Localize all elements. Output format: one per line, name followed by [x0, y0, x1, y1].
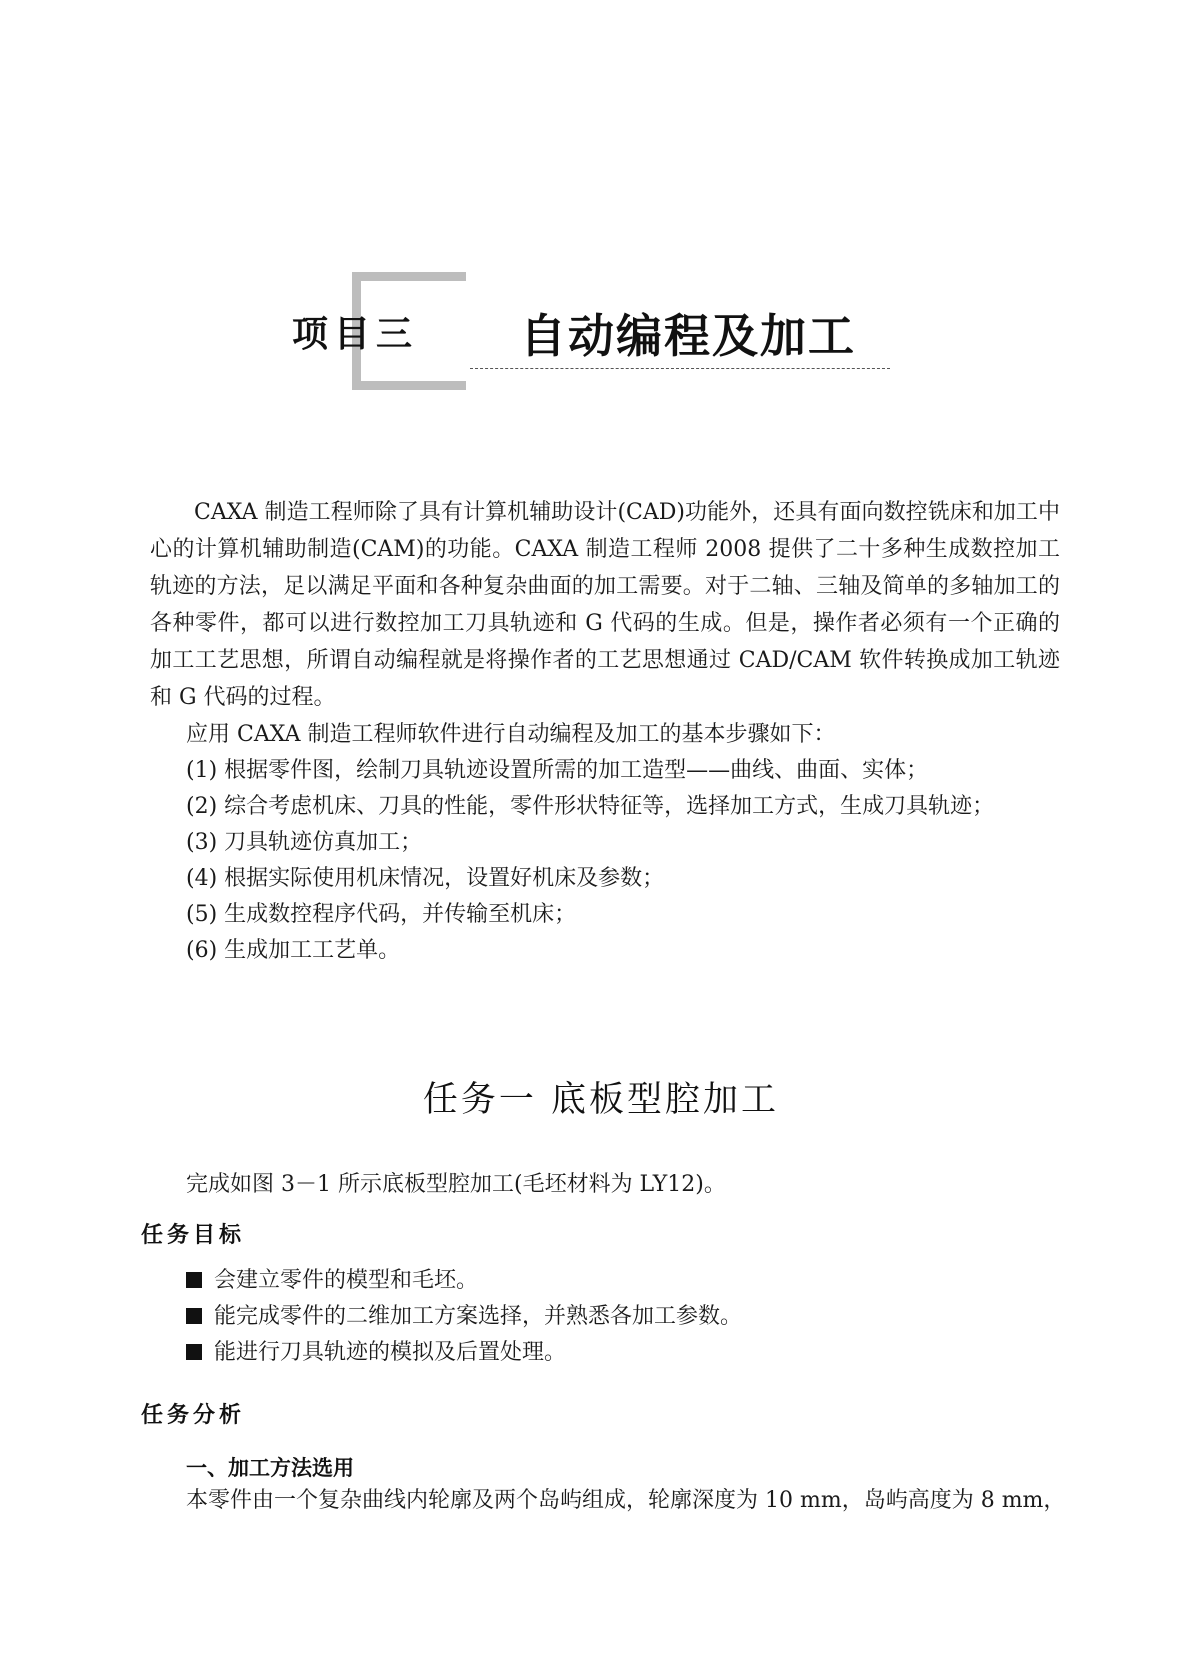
- bullet-square-icon: [186, 1344, 202, 1360]
- chapter-label: 项目三: [292, 314, 419, 355]
- step-1: (1) 根据零件图，绘制刀具轨迹设置所需的加工造型——曲线、曲面、实体；: [186, 758, 929, 783]
- steps-intro: 应用 CAXA 制造工程师软件进行自动编程及加工的基本步骤如下：: [186, 722, 836, 747]
- analysis-subheading: 一、加工方法选用: [186, 1456, 354, 1480]
- goal-item: [186, 1300, 742, 1334]
- step-5: (5) 生成数控程序代码，并传输至机床；: [186, 902, 577, 927]
- step-3: (3) 刀具轨迹仿真加工；: [186, 830, 423, 855]
- goal-item: [186, 1336, 566, 1370]
- bullet-square-icon: [186, 1308, 202, 1324]
- analysis-heading: 任务分析: [141, 1403, 246, 1428]
- task-description: 完成如图 3－1 所示底板型腔加工(毛坯材料为 LY12)。: [186, 1172, 726, 1197]
- goals-heading: 任务目标: [141, 1223, 246, 1248]
- step-4: (4) 根据实际使用机床情况，设置好机床及参数；: [186, 866, 665, 891]
- bullet-square-icon: [186, 1272, 202, 1288]
- chapter-title-dotted-rule: [470, 368, 890, 369]
- intro-paragraph: CAXA 制造工程师除了具有计算机辅助设计(CAD)功能外，还具有面向数控铣床和加工中心的计算机辅助制造(CAM)的功能。CAXA 制造工程师 2008 提供了二十多种生成数控加工轨迹的方法，足以满足平面和各种复杂曲面的加工需要。对于二轴、三轴及简单的多轴加工的各种零件，都可以进行数控加工刀具轨迹和 G 代码的生成。但是，操作者必须有一个正确的加工工艺思想，所谓自动编程就是将操作者的工艺思想通过 CAD/CAM 软件转换成加工轨迹和 G 代码的过程。: [150, 500, 1060, 710]
- goal-item: [186, 1264, 478, 1298]
- step-6: (6) 生成加工工艺单。: [186, 938, 401, 963]
- step-2: (2) 综合考虑机床、刀具的性能，零件形状特征等，选择加工方式，生成刀具轨迹；: [186, 794, 995, 819]
- goal-text: 能进行刀具轨迹的模拟及后置处理。: [214, 1340, 567, 1365]
- analysis-text: 本零件由一个复杂曲线内轮廓及两个岛屿组成，轮廓深度为 10 mm，岛屿高度为 8 mm，: [186, 1488, 1066, 1513]
- task-title: 任务一 底板型腔加工: [422, 1080, 780, 1120]
- goal-text: 能完成零件的二维加工方案选择，并熟悉各加工参数。: [214, 1304, 743, 1329]
- goal-text: 会建立零件的模型和毛坯。: [214, 1268, 479, 1293]
- chapter-title: 自动编程及加工: [520, 309, 856, 363]
